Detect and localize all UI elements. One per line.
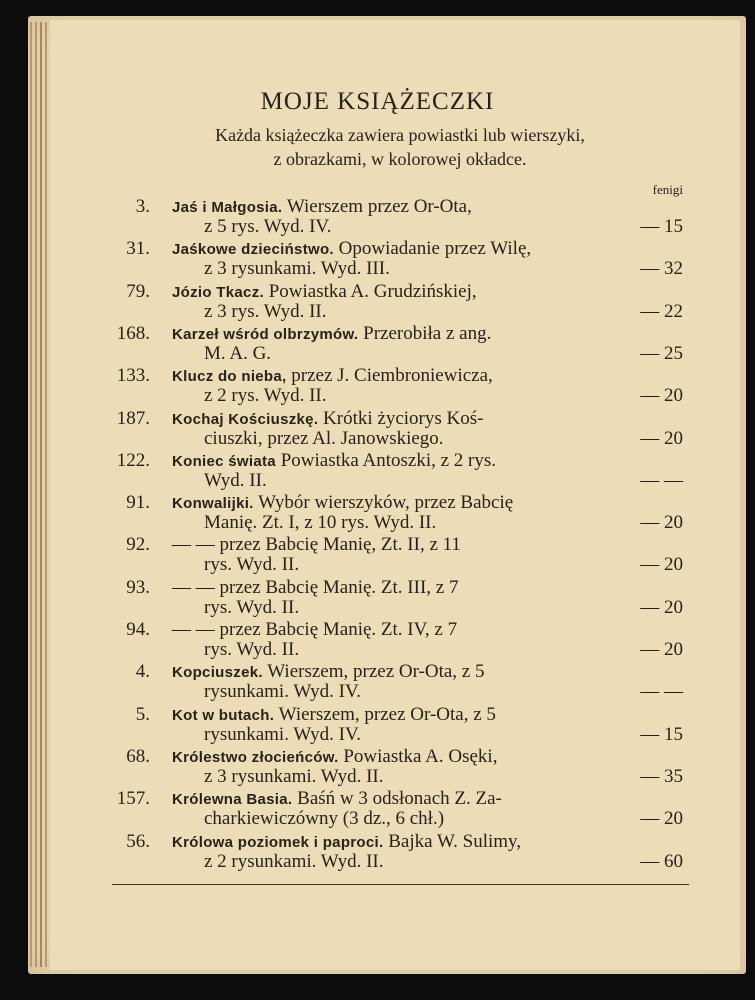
entry-description: przez J. Ciembroniewicza, xyxy=(291,365,493,386)
entry-title: Józio Tkacz. xyxy=(172,284,264,301)
entry-second-line: z 3 rysunkami. Wyd. III. xyxy=(204,258,390,279)
entry-title: Klucz do nieba, xyxy=(172,368,287,385)
entry-number: 157. xyxy=(116,788,150,809)
entry-price: — 20 xyxy=(640,385,683,406)
entry-price: — 22 xyxy=(640,301,683,322)
entry-price: — 20 xyxy=(640,554,683,575)
entry-title: Kopciuszek. xyxy=(172,664,263,681)
entry-number: 4. xyxy=(135,661,150,682)
entry-description: Powiastka A. Osęki, xyxy=(343,746,498,767)
entry-number: 56. xyxy=(126,831,150,852)
entry-second-line: rysunkami. Wyd. IV. xyxy=(204,724,362,745)
entry-first-line xyxy=(172,408,483,430)
entry-description: Powiastka Antoszki, z 2 rys. xyxy=(280,450,497,471)
entry-first-line xyxy=(172,365,493,387)
entry-number: 93. xyxy=(126,577,150,598)
entry-title: Królestwo złocieńców. xyxy=(172,749,339,766)
entry-description: Wybór wierszyków, przez Babcię xyxy=(258,492,514,513)
entry-description: Wierszem, przez Or-Ota, z 5 xyxy=(267,661,485,682)
entry-description: — — przez Babcię Manię. Zt. IV, z 7 xyxy=(172,619,458,640)
entry-number: 3. xyxy=(135,196,150,217)
entry-price: — 20 xyxy=(640,808,683,829)
entry-title: Jaś i Małgosia. xyxy=(172,199,283,216)
entry-number: 91. xyxy=(126,492,150,513)
entry-price: — — xyxy=(640,681,683,702)
entry-first-line xyxy=(172,450,496,472)
entry-number: 94. xyxy=(126,619,150,640)
entry-second-line: z 2 rys. Wyd. II. xyxy=(204,385,327,406)
entry-first-line xyxy=(172,746,497,768)
entry-price: — 32 xyxy=(640,258,683,279)
entry-first-line xyxy=(172,788,502,810)
entry-title: Królowa poziomek i paproci. xyxy=(172,834,384,851)
entry-description: Krótki życiorys Koś- xyxy=(323,408,484,429)
entry-first-line xyxy=(172,323,491,345)
subtitle-line: Każda książeczka zawiera powiastki lub wierszyki, xyxy=(215,125,585,145)
entry-first-line xyxy=(172,577,458,599)
entry-price: — 20 xyxy=(640,639,683,660)
entry-number: 31. xyxy=(126,238,150,259)
entry-price: — 15 xyxy=(640,724,683,745)
entry-description: Powiastka A. Grudzińskiej, xyxy=(268,281,477,302)
entry-price: — 20 xyxy=(640,512,683,533)
entry-second-line: rysunkami. Wyd. IV. xyxy=(204,681,362,702)
entry-first-line xyxy=(172,534,461,556)
entry-first-line xyxy=(172,704,496,726)
entry-number: 133. xyxy=(116,365,150,386)
entry-number: 68. xyxy=(126,746,150,767)
entry-second-line: z 5 rys. Wyd. IV. xyxy=(204,216,332,237)
entry-second-line: ciuszki, przez Al. Janowskiego. xyxy=(204,428,444,449)
entry-second-line: charkiewiczówny (3 dz., 6 chł.) xyxy=(204,808,445,829)
entry-price: — 20 xyxy=(640,597,683,618)
entry-number: 92. xyxy=(126,534,150,555)
entry-first-line xyxy=(172,281,477,303)
page-title: MOJE KSIĄŻECZKI xyxy=(260,88,495,115)
entry-description: Przerobiła z ang. xyxy=(363,323,492,344)
subtitle-line: z obrazkami, w kolorowej okładce. xyxy=(273,149,527,169)
entry-title: Jaśkowe dzieciństwo. xyxy=(172,241,334,258)
price-column-header: fenigi xyxy=(652,182,683,197)
entry-second-line: Wyd. II. xyxy=(204,470,267,491)
entry-second-line: z 3 rysunkami. Wyd. II. xyxy=(204,766,384,787)
entry-title: Królewna Basia. xyxy=(172,791,293,808)
entry-first-line xyxy=(172,661,485,683)
entry-first-line xyxy=(172,492,513,514)
entry-description: Opowiadanie przez Wilę, xyxy=(338,238,532,259)
entry-first-line xyxy=(172,619,457,641)
entry-number: 187. xyxy=(116,408,150,429)
entry-second-line: rys. Wyd. II. xyxy=(204,554,300,575)
entry-number: 79. xyxy=(126,281,150,302)
entry-number: 122. xyxy=(116,450,150,471)
entry-price: — 15 xyxy=(640,216,683,237)
entry-price: — 25 xyxy=(640,343,683,364)
entry-title: Konwalijki. xyxy=(172,495,254,512)
entry-title: Karzeł wśród olbrzymów. xyxy=(172,326,359,343)
entry-first-line xyxy=(172,196,472,218)
entry-second-line: Manię. Zt. I, z 10 rys. Wyd. II. xyxy=(204,512,437,533)
entry-title: Kot w butach. xyxy=(172,707,275,724)
entry-price: — — xyxy=(640,470,683,491)
entry-description: Wierszem przez Or-Ota, xyxy=(286,196,472,217)
entry-second-line: z 3 rys. Wyd. II. xyxy=(204,301,327,322)
entry-description: — — przez Babcię Manię. Zt. III, z 7 xyxy=(172,577,459,598)
entry-number: 5. xyxy=(135,704,150,725)
entry-second-line: z 2 rysunkami. Wyd. II. xyxy=(204,851,384,872)
entry-price: — 35 xyxy=(640,766,683,787)
entry-price: — 60 xyxy=(640,851,683,872)
entry-first-line xyxy=(172,831,521,853)
entry-description: Wierszem, przez Or-Ota, z 5 xyxy=(278,704,496,725)
entry-title: Kochaj Kościuszkę. xyxy=(172,411,319,428)
entry-description: — — przez Babcię Manię, Zt. II, z 11 xyxy=(172,534,461,555)
entry-second-line: M. A. G. xyxy=(204,343,272,364)
entry-description: Bajka W. Sulimy, xyxy=(388,831,522,852)
entry-first-line xyxy=(172,238,531,260)
entry-price: — 20 xyxy=(640,428,683,449)
entry-second-line: rys. Wyd. II. xyxy=(204,597,300,618)
entry-second-line: rys. Wyd. II. xyxy=(204,639,300,660)
bottom-rule xyxy=(112,884,689,885)
entry-title: Koniec świata xyxy=(172,453,276,470)
entry-number: 168. xyxy=(116,323,150,344)
entry-description: Baśń w 3 odsłonach Z. Za- xyxy=(297,788,502,809)
